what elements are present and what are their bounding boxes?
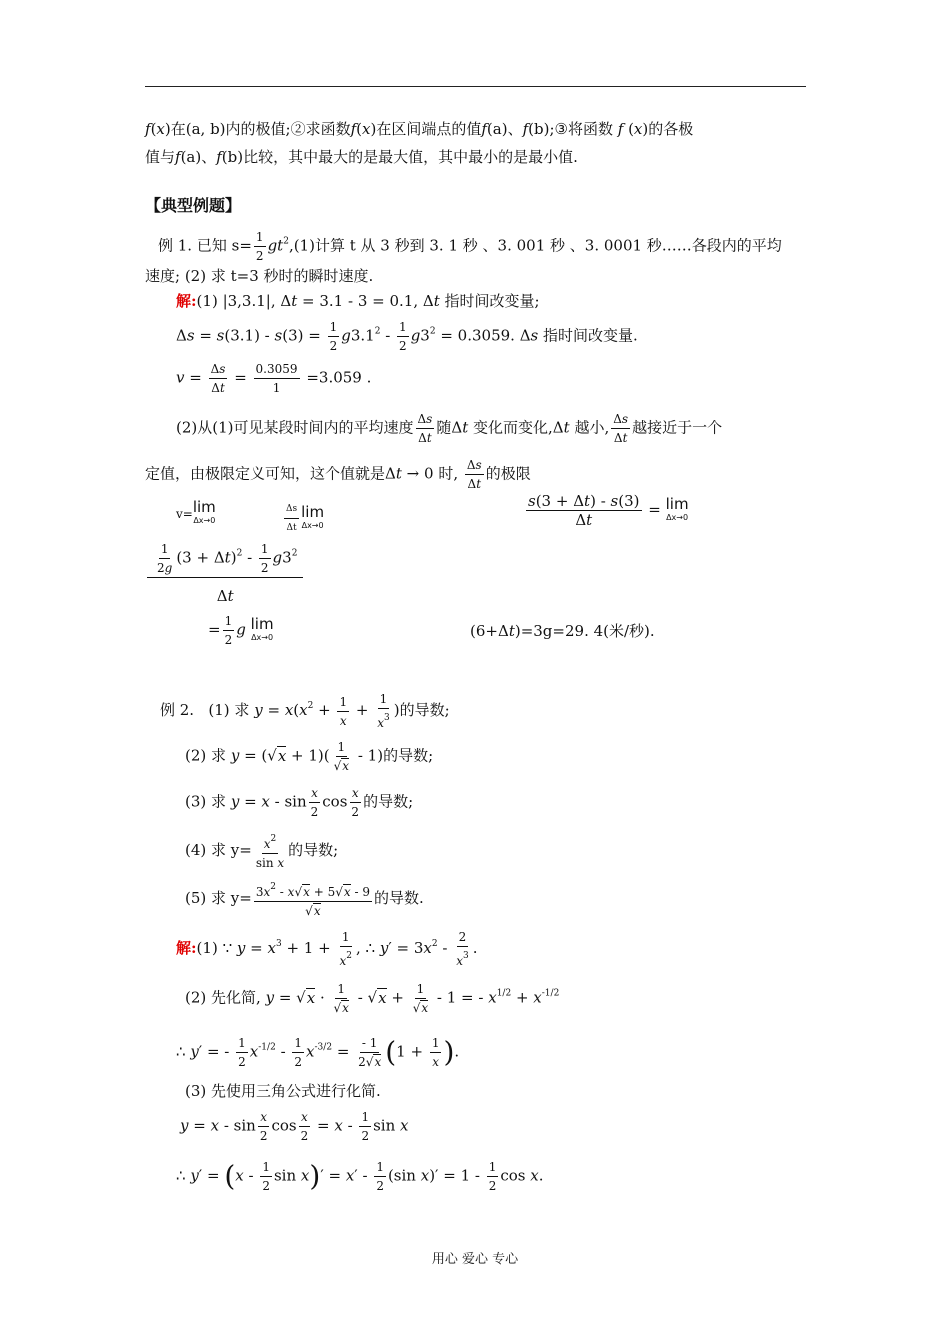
example2-q3: (3) 求 y = x - sin $\frac{x}{2}$ cos $\frac{x}{2}$ 的导数; xyxy=(185,786,414,819)
limit-row-2: $\frac{\Delta s}{\Delta t}$ lim Δx→0 xyxy=(282,500,324,537)
section-heading: 【典型例题】 xyxy=(145,196,242,215)
example2-q1: 例 2. (1) 求 $y = x(x^2$ + $\frac{1}{x}$ + $\frac{1}{x^3}$ )的导数; xyxy=(160,692,450,730)
final-limit: = $\frac{1}{2}$ g lim Δx→0 xyxy=(208,614,274,647)
example2-s2-result: ∴ y′ = - $\frac{1}{2}$ $x^{-1/2}$ - $\frac{1}{2}$ $x^{-3/2}$ = $\frac{- 1}{2√x}$ (1 + $\frac{1}{x}$ ). xyxy=(176,1035,460,1069)
example1-solution-1: 解:(1) |3,3.1|, Δt = 3.1 - 3 = 0.1, Δt 指时间改变量; xyxy=(176,292,540,310)
intro-line-1: f(x)在(a, b)内的极值;②求函数f(x)在区间端点的值f(a)、f(b);③将函数 f (x)的各极 xyxy=(145,120,694,138)
example2-s3-line2: ∴ y′ = (x - $\frac{1}{2}$ sin x)′ = x′ - $\frac{1}{2}$ (sin x)′ = 1 - $\frac{1}{2}$ cos x. xyxy=(176,1159,544,1193)
example2-s2: (2) 先化简, y = √x · $\frac{1}{√x}$ - √x + $\frac{1}{√x}$ - 1 = - $x^{1/2} + x^{-1/2}$ xyxy=(185,982,560,1015)
big-fraction: $\frac{1}{2g}$ $(3 + \Delta t)^2$ - $\frac{1}{2}$ $g3^2$ Δt xyxy=(145,540,305,606)
example2-q5: (5) 求 y= $\frac{3x^2 - x√x + 5√x - 9}{√x}$ 的导数. xyxy=(185,878,424,920)
example2-q4: (4) 求 y= $\frac{x^2}{\text{sin x}}$ 的导数; xyxy=(185,830,338,872)
intro-line-2: 值与f(a)、f(b)比较，其中最大的是最大值，其中最小的是最小值. xyxy=(145,148,578,166)
example2-s3: (3) 先使用三角公式进行化简. xyxy=(185,1082,381,1100)
example1-solution-2: Δs = s(3.1) - s(3) = $\frac{1}{2}$ $g3.1^2$ - $\frac{1}{2}$ $g3^2 = 0.3059$. Δs 指时间改变量. xyxy=(176,320,638,353)
final-result: (6+Δt)=3g=29. 4(米/秒). xyxy=(470,622,655,640)
example1-part2-line1: (2)从(1)可见某段时间内的平均速度 $\frac{\Delta s}{\Delta t}$ 随Δt 变化而变化,Δt 越小, $\frac{\Delta s}{\Delta t}$ 越接近于一个 xyxy=(176,412,723,445)
example1-question: 例 1. 已知 s= $\frac{1}{2}$ $gt^2,(1)$计算 t 从 3 秒到 3. 1 秒 、3. 001 秒 、3. 0001 秒……各段内的平均 xyxy=(158,230,782,263)
header-rule xyxy=(145,86,806,87)
example2-q2: (2) 求 y = (√x + 1)( $\frac{1}{√x}$ - 1)的导数; xyxy=(185,740,434,773)
limit-row-3: $\frac{s(3 + \Delta t) - s(3)}{\Delta t}$ = lim Δx→0 xyxy=(528,492,689,529)
example2-s3-line1: y = x - sin $\frac{x}{2}$ cos $\frac{x}{2}$ = x - $\frac{1}{2}$ sin x xyxy=(180,1110,409,1143)
example2-s1: 解:(1) ∵ $y = x^3 + 1$ + $\frac{1}{x^2}$ , ∴ $y' = 3x^2$ - $\frac{2}{x^3}$ . xyxy=(176,930,478,968)
limit-row: v= lim Δx→0 xyxy=(176,498,216,525)
example1-part2-line2: 定值，由极限定义可知，这个值就是Δt → 0 时, $\frac{\Delta s}{\Delta t}$ 的极限 xyxy=(145,458,531,491)
example1-question-2: 速度; (2) 求 t=3 秒时的瞬时速度. xyxy=(145,267,374,285)
example1-solution-3: v = $\frac{\Delta s}{\Delta t}$ = $\frac{0.3059}{1}$ =3.059 . xyxy=(176,362,372,395)
page-footer: 用心 爱心 专心 xyxy=(431,1252,519,1267)
